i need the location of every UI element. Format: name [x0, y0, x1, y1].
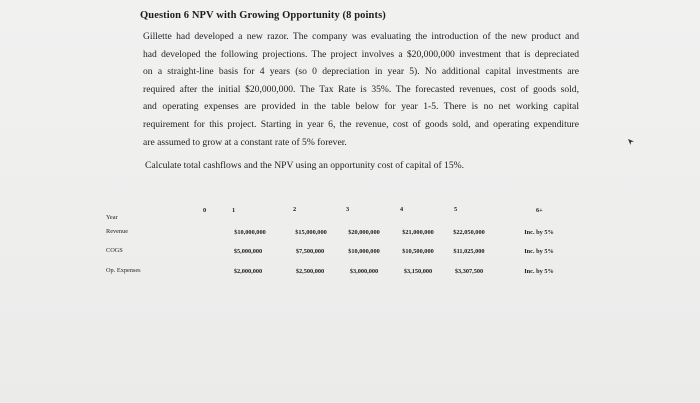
opex-cell: $3,307,500 — [454, 268, 484, 275]
cogs-cell: $7,500,000 — [295, 248, 325, 255]
cogs-cell: $11,025,000 — [453, 248, 485, 255]
row-label-revenue: Revenue — [106, 228, 129, 235]
opex-cell: $3,150,000 — [403, 268, 433, 275]
row-label-year: Year — [106, 214, 118, 221]
row-label-opex: Op. Expenses — [106, 267, 141, 274]
revenue-cell: $22,050,000 — [453, 229, 485, 236]
revenue-cell: $10,000,000 — [234, 229, 266, 236]
cogs-cell: $10,000,000 — [348, 248, 380, 255]
opex-cell: $2,500,000 — [295, 268, 325, 275]
paragraph-line: are assumed to grow at a constant rate of 5% forever. — [143, 136, 347, 148]
paragraph-line: on a straight-line basis for 4 years (so 0 depreciation in year 5). No additional capital investments are — [143, 66, 579, 78]
paragraph-line: Gillette had developed a new razor. The company was evaluating the introduction of the new product and — [143, 31, 579, 42]
revenue-growth-cell: Inc. by 5% — [524, 229, 554, 236]
opex-cell: $2,000,000 — [233, 268, 263, 275]
cogs-growth-cell: Inc. by 5% — [524, 248, 554, 255]
year-header-3: 3 — [346, 206, 350, 213]
year-header-6plus: 6+ — [536, 207, 543, 214]
revenue-cell: $21,000,000 — [402, 229, 434, 236]
row-label-cogs: COGS — [106, 247, 123, 254]
revenue-cell: $20,000,000 — [348, 229, 380, 236]
year-header-0: 0 — [203, 207, 207, 214]
year-header-1: 1 — [232, 207, 236, 214]
paragraph-line: required after the initial $20,000,000. The Tax Rate is 35%. The forecasted revenues, cost of goods sold, — [143, 83, 579, 95]
revenue-cell: $15,000,000 — [295, 229, 327, 236]
cogs-cell: $5,000,000 — [233, 248, 263, 255]
opex-growth-cell: Inc. by 5% — [524, 268, 554, 275]
year-header-4: 4 — [400, 206, 404, 213]
opex-cell: $3,000,000 — [349, 268, 379, 275]
paragraph-line: requirement for this project. Starting in year 6, the revenue, cost of goods sold, and operating expenditure — [143, 118, 579, 130]
question-paragraph — [143, 28, 579, 151]
instruction-text: Calculate total cashflows and the NPV using an opportunity cost of capital of 15%. — [145, 160, 465, 171]
cogs-cell: $10,500,000 — [402, 248, 434, 255]
paragraph-line: and operating expenses are provided in the table below for year 1-5. There is no net working capital — [143, 101, 579, 113]
question-title: Question 6 NPV with Growing Opportunity (8 points) — [140, 10, 386, 21]
year-header-2: 2 — [293, 206, 297, 213]
year-header-5: 5 — [454, 206, 458, 213]
paragraph-line: had developed the following projections. The project involves a $20,000,000 investment that is depreciated — [143, 48, 579, 60]
